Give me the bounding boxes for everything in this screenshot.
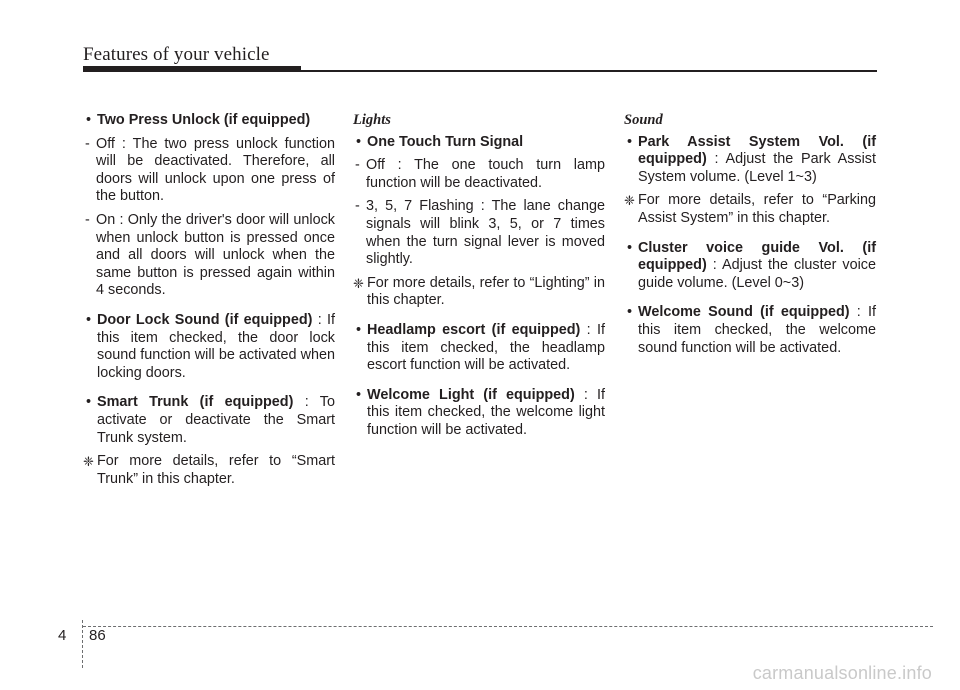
note-mark-icon: ❈ (624, 193, 635, 209)
item-park-assist-volume (624, 134, 876, 187)
column-middle (353, 112, 605, 446)
two-press-on-option: - On : Only the driver's door will unlock when unlock button is pressed once and all doors will unlock when the same button is pressed again within 4 seconds. (83, 212, 335, 300)
item-description: : If this item checked, the welcome light function will be activated. (367, 386, 606, 438)
note-smart-trunk (83, 453, 335, 488)
item-smart-trunk (83, 394, 335, 447)
header-rule-thin (301, 70, 877, 72)
note-text: For more details, refer to “Lighting” in this chapter. (367, 274, 605, 309)
item-title: One Touch Turn Signal (367, 133, 524, 150)
one-touch-off-option: - Off : The one touch turn lamp function will be deactivated. (353, 157, 605, 192)
item-welcome-light (353, 387, 605, 440)
item-welcome-sound (624, 304, 876, 357)
footer-page-divider (82, 620, 83, 668)
column-left (83, 112, 335, 494)
note-lighting (353, 275, 605, 310)
column-right (624, 112, 876, 363)
note-text: For more details, refer to “Parking Assist System” in this chapter. (638, 192, 876, 226)
footer-dashed-rule (83, 626, 933, 627)
item-description: : If this item checked, the welcome sound function will be activated. (638, 304, 876, 356)
header-rule-thick (83, 66, 301, 72)
item-headlamp-escort (353, 322, 605, 375)
item-title: Smart Trunk (if equipped) (97, 394, 294, 411)
item-title: Headlamp escort (if equipped) (367, 321, 581, 338)
item-door-lock-sound (83, 312, 335, 382)
page-header-title: Features of your vehicle (83, 44, 270, 65)
item-title: Park Assist System Vol. (if equipped) (638, 133, 876, 168)
watermark-text: carmanualsonline.info (752, 663, 932, 683)
item-description: : Adjust the cluster voice guide volume. (Level 0~3) (638, 257, 876, 291)
item-description: : Adjust the Park Assist System volume. (Level 1~3) (638, 151, 877, 185)
section-heading-sound: Sound (624, 112, 663, 128)
item-title: Welcome Sound (if equipped) (638, 304, 850, 321)
item-title: Cluster voice guide Vol. (if equipped) (638, 239, 876, 274)
page-chapter-number: 4 (58, 627, 67, 644)
item-title: Welcome Light (if equipped) (367, 386, 575, 403)
page-number: 86 (89, 627, 106, 644)
note-parking-assist (624, 192, 876, 227)
one-touch-flashing-option: - 3, 5, 7 Flashing : The lane change signals will blink 3, 5, or 7 times when the turn signal lever is moved slightly. (353, 198, 605, 268)
item-description: : If this item checked, the door lock sound function will be activated when locking doors. (97, 311, 336, 381)
item-description: : If this item checked, the headlamp escort function will be activated. (367, 321, 606, 374)
item-two-press-unlock (83, 112, 335, 130)
section-heading-lights: Lights (353, 112, 391, 128)
item-one-touch-turn-signal (353, 134, 605, 152)
item-title: Two Press Unlock (if equipped) (97, 112, 311, 128)
two-press-off-option: - Off : The two press unlock function will be deactivated. Therefore, all doors will unlock upon one press of the button. (83, 136, 335, 206)
item-cluster-voice-volume (624, 240, 876, 293)
note-mark-icon: ❈ (83, 454, 94, 470)
item-description: : To activate or deactivate the Smart Trunk system. (97, 394, 336, 446)
item-title: Door Lock Sound (if equipped) (97, 311, 313, 328)
note-text: For more details, refer to “Smart Trunk” in this chapter. (97, 453, 335, 487)
note-mark-icon: ❈ (353, 275, 364, 291)
